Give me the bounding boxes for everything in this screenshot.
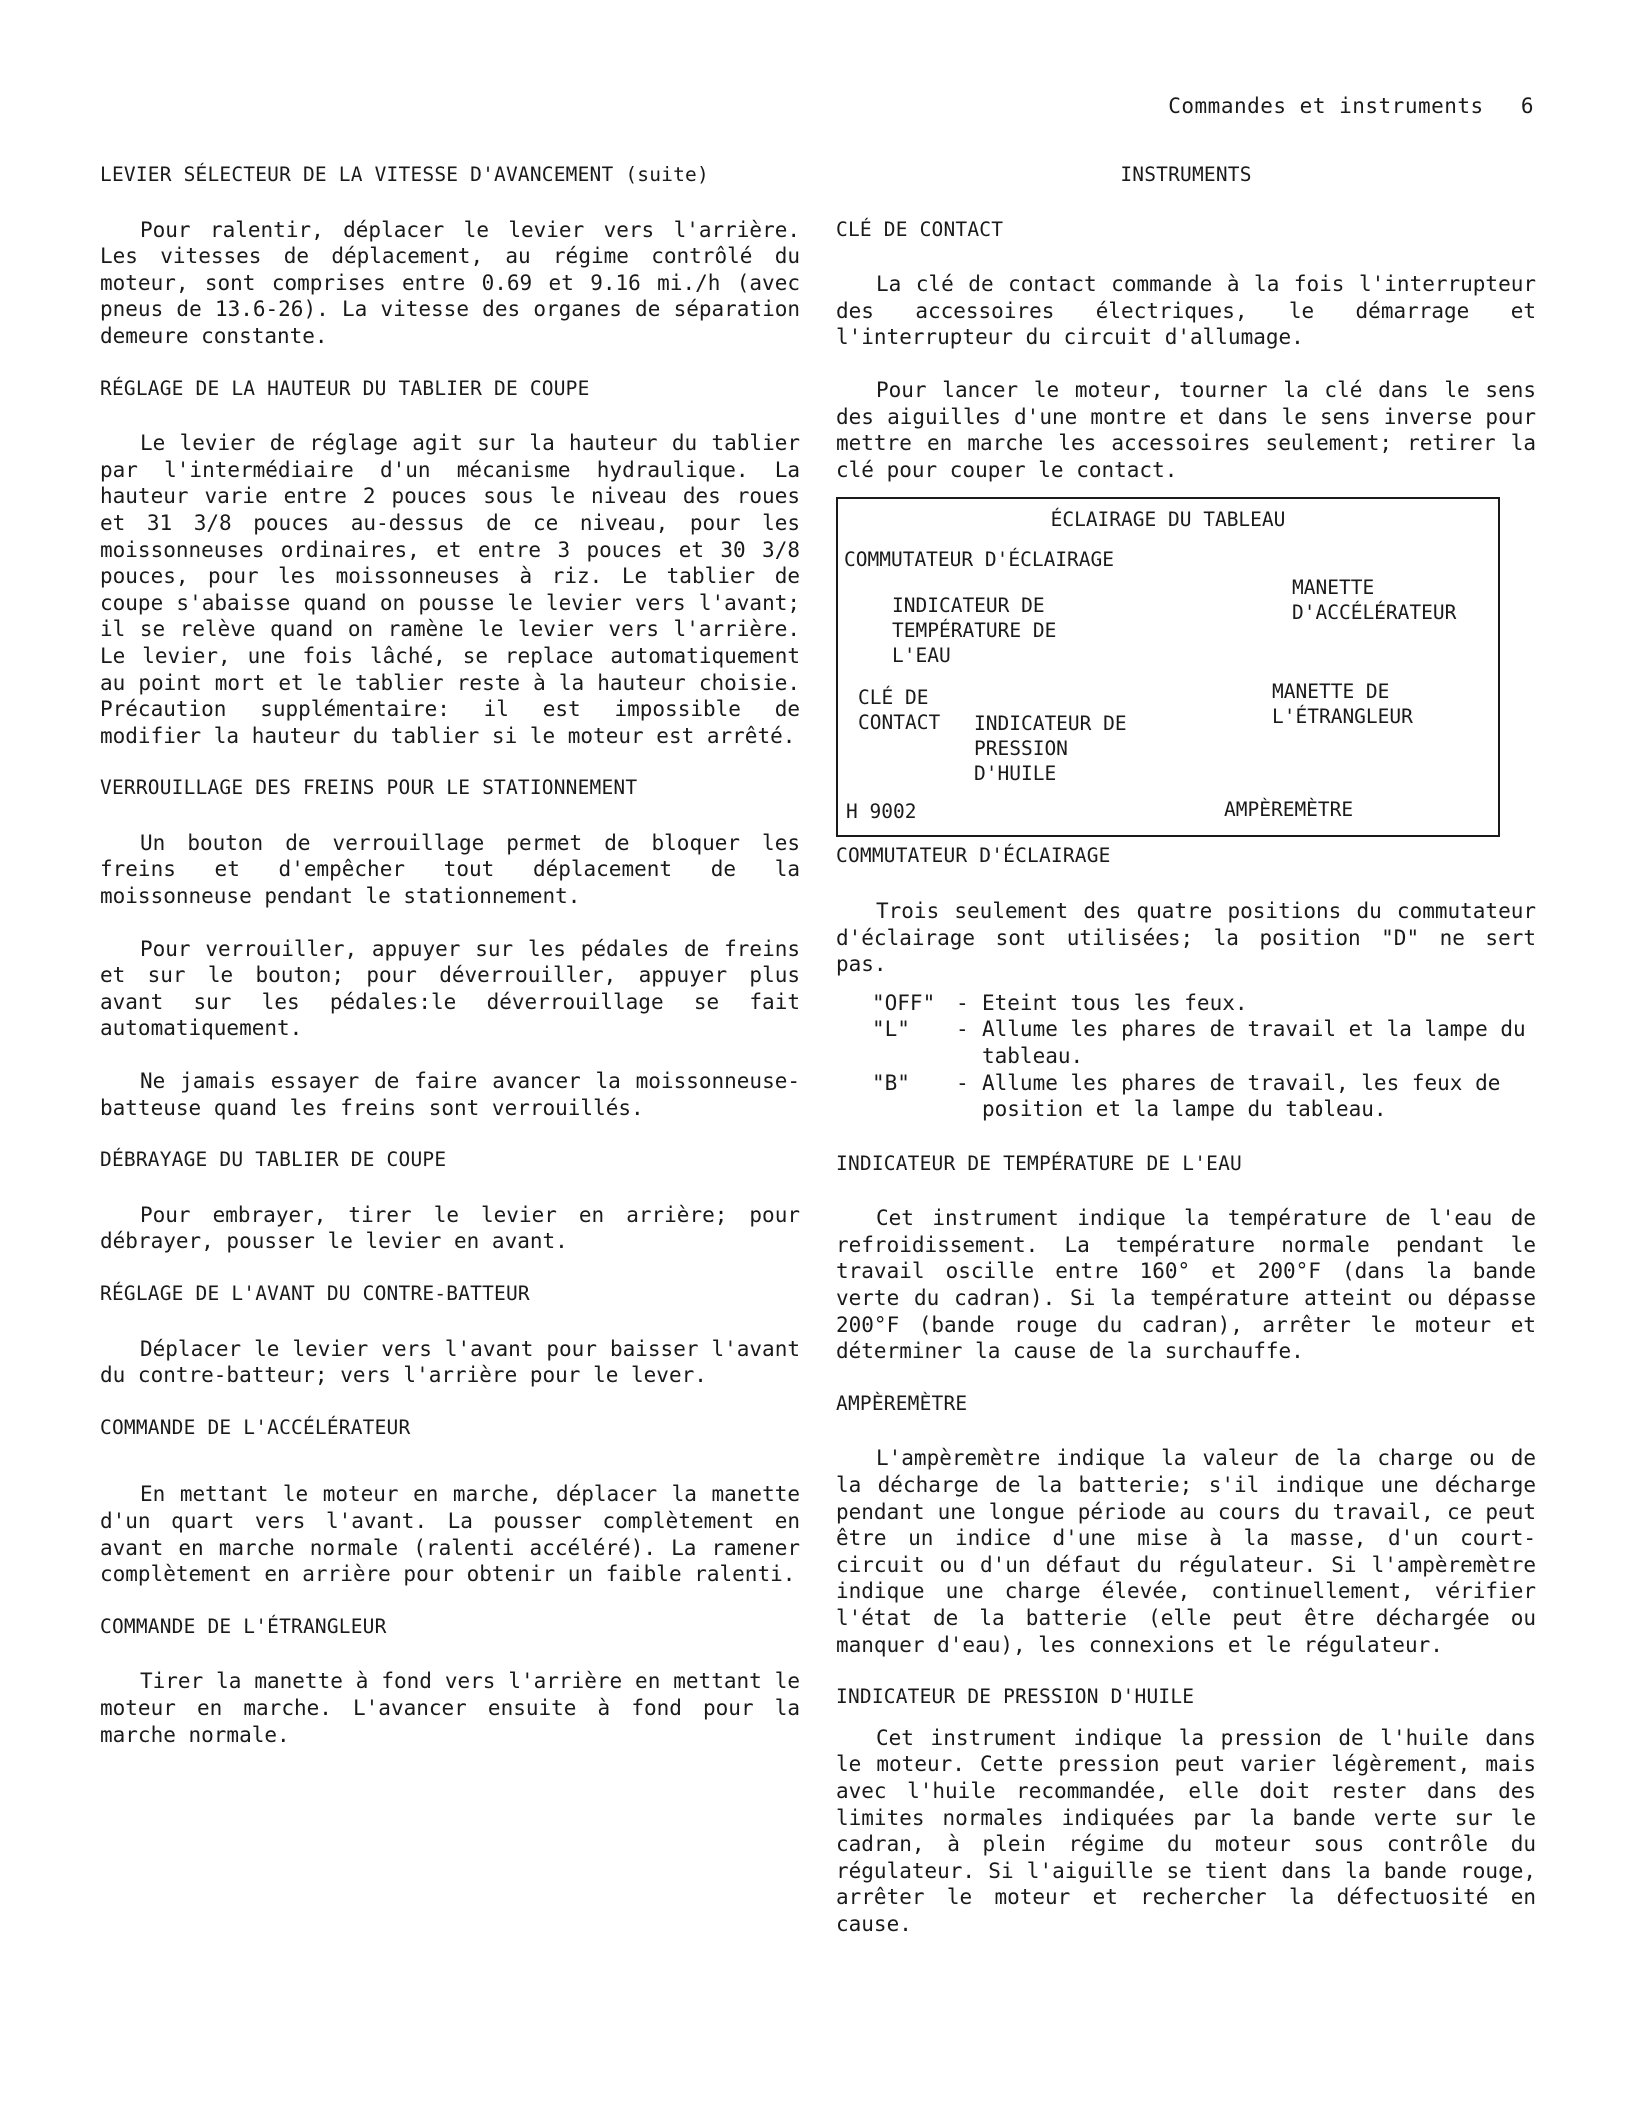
section-hauteur (100, 376, 800, 750)
dashboard-diagram (836, 497, 1500, 837)
position-key: "L" (872, 1017, 910, 1042)
section-heading: LEVIER SÉLECTEUR DE LA VITESSE D'AVANCEMENT (suite) (100, 163, 709, 186)
section-heading: RÉGLAGE DE L'AVANT DU CONTRE-BATTEUR (100, 1282, 530, 1305)
section-temperature (836, 1151, 1536, 1365)
paragraph: Tirer la manette à fond vers l'arrière en mettant le moteur en marche. L'avancer ensuite à fond pour la marche normale. (100, 1669, 800, 1747)
section-heading: CLÉ DE CONTACT (836, 217, 1004, 241)
position-key: "B" (872, 1070, 910, 1095)
label-manette-accelerateur: MANETTE D'ACCÉLÉRATEUR (1292, 576, 1457, 625)
section-heading: AMPÈREMÈTRE (836, 1391, 968, 1415)
paragraph: La clé de contact commande à la fois l'interrupteur des accessoires électriques, le démarrage et l'interrupteur du circuit d'allumage. (836, 272, 1536, 350)
right-column (836, 162, 1536, 1964)
paragraph: Pour lancer le moteur, tourner la clé dans le sens des aiguilles d'une montre et dans le sens inverse pour mettre en marche les accessoires seulement; retirer la clé pour couper le contact. (836, 377, 1536, 482)
section-freins (100, 775, 800, 1121)
label-commutateur: COMMUTATEUR D'ÉCLAIRAGE (844, 548, 1115, 572)
list-item (836, 990, 1536, 1017)
label-indicateur-pression: INDICATEUR DE PRESSION D'HUILE (974, 712, 1127, 786)
dash: - (956, 1017, 969, 1042)
position-text: Allume les phares de travail, les feux de position et la lampe du tableau. (982, 1070, 1501, 1122)
paragraph: Le levier de réglage agit sur la hauteur du tablier par l'intermédiaire d'un mécanisme hydraulique. La hauteur varie entre 2 pouces sous le niveau des roues et 31 3/8 pouces au-dessus de ce niveau, pour les moissonneuses ordinaires, et entre 3 pouces et 30 3/8 pouces, pour les moissonneuses à riz. Le tablier de coupe s'abaisse quand on pousse le levier vers l'avant; il se relève quand on ramène le levier vers l'arrière. Le levier, une fois lâché, se replace automatiquement au point mort et le tablier reste à la hauteur choisie. Précaution supplémentaire: il est impossible de modifier la hauteur du tablier si le moteur est arrêté. (100, 431, 800, 748)
section-heading: COMMANDE DE L'ÉTRANGLEUR (100, 1614, 387, 1638)
page-number: 6 (1520, 94, 1534, 118)
position-key: "OFF" (872, 990, 936, 1015)
label-manette-etrangleur: MANETTE DE L'ÉTRANGLEUR (1272, 680, 1413, 729)
label-amperemetre: AMPÈREMÈTRE (1224, 798, 1354, 822)
paragraph: Un bouton de verrouillage permet de bloquer les freins et d'empêcher tout déplacement de la moissonneuse pendant le stationnement. (100, 830, 800, 909)
label-cle-contact: CLÉ DE CONTACT (858, 686, 941, 735)
section-heading: COMMANDE DE L'ACCÉLÉRATEUR (100, 1415, 411, 1439)
dash: - (956, 990, 969, 1015)
position-text: Eteint tous les feux. (982, 990, 1248, 1015)
section-debrayage (100, 1147, 800, 1255)
paragraph: Pour verrouiller, appuyer sur les pédales de freins et sur le bouton; pour déverrouiller, appuyer plus avant sur les pédales:le déverrouillage se fait automatiquement. (100, 936, 800, 1041)
list-item (836, 1016, 1536, 1069)
paragraph: Cet instrument indique la pression de l'huile dans le moteur. Cette pression peut varier légèrement, mais avec l'huile recommandée, elle doit rester dans des limites normales indiquées par la bande verte sur le cadran, à plein régime du moteur sous contrôle du régulateur. Si l'aiguille se tient dans la bande rouge, arrêter le moteur et rechercher la défectuosité en cause. (836, 1725, 1536, 1936)
section-amperemetre (836, 1391, 1536, 1658)
section-heading: INDICATEUR DE TEMPÉRATURE DE L'EAU (836, 1151, 1242, 1175)
paragraph: En mettant le moteur en marche, déplacer la manette d'un quart vers l'avant. La pousser complètement en avant en marche normale (ralenti accéléré). La ramener complètement en arrière pour obtenir un faible ralenti. (100, 1482, 800, 1587)
positions-list (836, 990, 1536, 1123)
section-pression (836, 1684, 1536, 1937)
page-header (1168, 94, 1534, 118)
paragraph: Trois seulement des quatre positions du commutateur d'éclairage sont utilisées; la position "D" ne sert pas. (836, 898, 1536, 977)
section-heading: DÉBRAYAGE DU TABLIER DE COUPE (100, 1148, 447, 1172)
paragraph: Pour ralentir, déplacer le levier vers l'arrière. Les vitesses de déplacement, au régime contrôlé du moteur, sont comprises entre 0.69 et 9.16 mi./h (avec pneus de 13.6-26). La vitesse des organes de séparation demeure constante. (100, 217, 800, 348)
section-vitesse (100, 162, 800, 350)
label-indicateur-temperature: INDICATEUR DE TEMPÉRATURE DE L'EAU (892, 594, 1057, 668)
section-heading: RÉGLAGE DE LA HAUTEUR DU TABLIER DE COUPE (100, 376, 590, 400)
list-item (836, 1070, 1536, 1123)
section-commutateur (836, 843, 1536, 1122)
section-accelerateur (100, 1415, 800, 1588)
section-etrangleur (100, 1614, 800, 1748)
section-heading: INDICATEUR DE PRESSION D'HUILE (836, 1685, 1195, 1709)
paragraph: L'ampèremètre indique la valeur de la charge ou de la décharge de la batterie; s'il indique une décharge pendant une longue période au cours du travail, ce peut être un indice d'une mise à la masse, d'un court-circuit ou d'un défaut du régulateur. Si l'ampèremètre indique une charge élevée, continuellement, vérifier l'état de la batterie (elle peut être déchargée ou manquer d'eau), les connexions et le régulateur. (836, 1446, 1536, 1657)
section-contre-batteur (100, 1281, 800, 1389)
section-heading: VERROUILLAGE DES FREINS POUR LE STATIONNEMENT (100, 776, 638, 800)
diagram-title: ÉCLAIRAGE DU TABLEAU (1050, 508, 1286, 532)
position-text: Allume les phares de travail et la lampe du tableau. (982, 1017, 1526, 1068)
dash: - (956, 1070, 969, 1095)
paragraph: Déplacer le levier vers l'avant pour baisser l'avant du contre-batteur; vers l'arrière pour le lever. (100, 1336, 800, 1388)
section-title: Commandes et instruments (1168, 94, 1484, 118)
section-heading: COMMUTATEUR D'ÉCLAIRAGE (836, 844, 1111, 868)
paragraph: Cet instrument indique la température de l'eau de refroidissement. La température normale pendant le travail oscille entre 160° et 200°F (dans la bande verte du cadran). Si la température atteint ou dépasse 200°F (bande rouge du cadran), arrêter le moteur et déterminer la cause de la surchauffe. (836, 1206, 1536, 1364)
section-cle-contact (836, 217, 1536, 484)
paragraph: Pour embrayer, tirer le levier en arrière; pour débrayer, pousser le levier en avant. (100, 1202, 800, 1254)
instruments-title: INSTRUMENTS (1120, 163, 1252, 186)
paragraph: Ne jamais essayer de faire avancer la moissonneuse-batteuse quand les freins sont verrouillés. (100, 1069, 800, 1120)
left-column (100, 162, 800, 1774)
diagram-code: H 9002 (846, 800, 917, 824)
